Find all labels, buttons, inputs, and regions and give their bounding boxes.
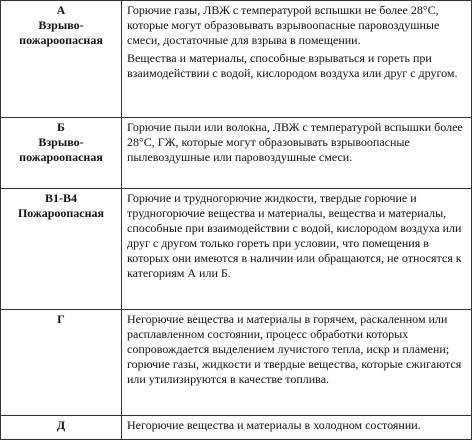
- category-letter: В1-В4: [44, 191, 77, 205]
- description-paragraph: Негорючие вещества и материалы в холодном состоянии.: [127, 418, 421, 432]
- description-cell: [122, 189, 472, 310]
- category-cell: [1, 416, 122, 440]
- description-cell: [122, 1, 472, 118]
- description-cell: [122, 310, 472, 416]
- description-paragraph: Горючие и трудногорючие жидкости, твердые горючие и трудногорючие вещества и материалы, вещества и материалы, способные при взаимодействии с водой, кислородом воздуха или друг с другом только гореть при условии, что помещения в которых они имеются в наличии или обращаются, не относятся к категориям А или Б.: [127, 191, 462, 280]
- description-cell: [122, 118, 472, 189]
- category-cell: [1, 118, 122, 189]
- description-paragraph: Горючие пыли или волокна, ЛВЖ с температурой вспышки более 28°С, ГЖ, которые могут образовывать взрывоопасные пылевоздушные или паровоздушные смеси.: [127, 120, 463, 164]
- table-row-category-b: [1, 118, 472, 189]
- description-cell: [122, 416, 472, 440]
- category-letter: Д: [56, 418, 66, 432]
- category-cell: [1, 189, 122, 310]
- table-row-category-a: [1, 1, 472, 118]
- category-letter: А: [56, 3, 66, 17]
- category-cell: [1, 310, 122, 416]
- category-name: Взрыво- пожароопасная: [19, 135, 103, 164]
- table-row-category-g: [1, 310, 472, 416]
- description-paragraph: Вещества и материалы, способные взрываться и гореть при взаимодействии с водой, кислородом воздуха или друг с другом.: [127, 51, 458, 80]
- category-letter: Г: [57, 312, 65, 326]
- table-row-category-v: [1, 189, 472, 310]
- description-paragraph: горючие газы, жидкости и твердые вещества, которые сжигаются или утилизируются в качестве топлива.: [127, 357, 462, 386]
- description-paragraph: Негорючие вещества и материалы в горячем, раскаленном или расплавленном состоянии, процесс обработки которых сопровождается выделением лучистого тепла, искр и пламени;: [127, 312, 450, 356]
- description-paragraph: Горючие газы, ЛВЖ с температурой вспышки не более 28°С, которые могут образовывать взрывоопасные паровоздушные смеси, достаточные для взрыва в помещении.: [127, 3, 440, 47]
- category-name: Взрыво- пожароопасная: [19, 18, 103, 47]
- table-row-category-d: [1, 416, 472, 440]
- category-name: Пожароопасная: [17, 206, 105, 220]
- category-letter: Б: [57, 120, 65, 134]
- category-cell: [1, 1, 122, 118]
